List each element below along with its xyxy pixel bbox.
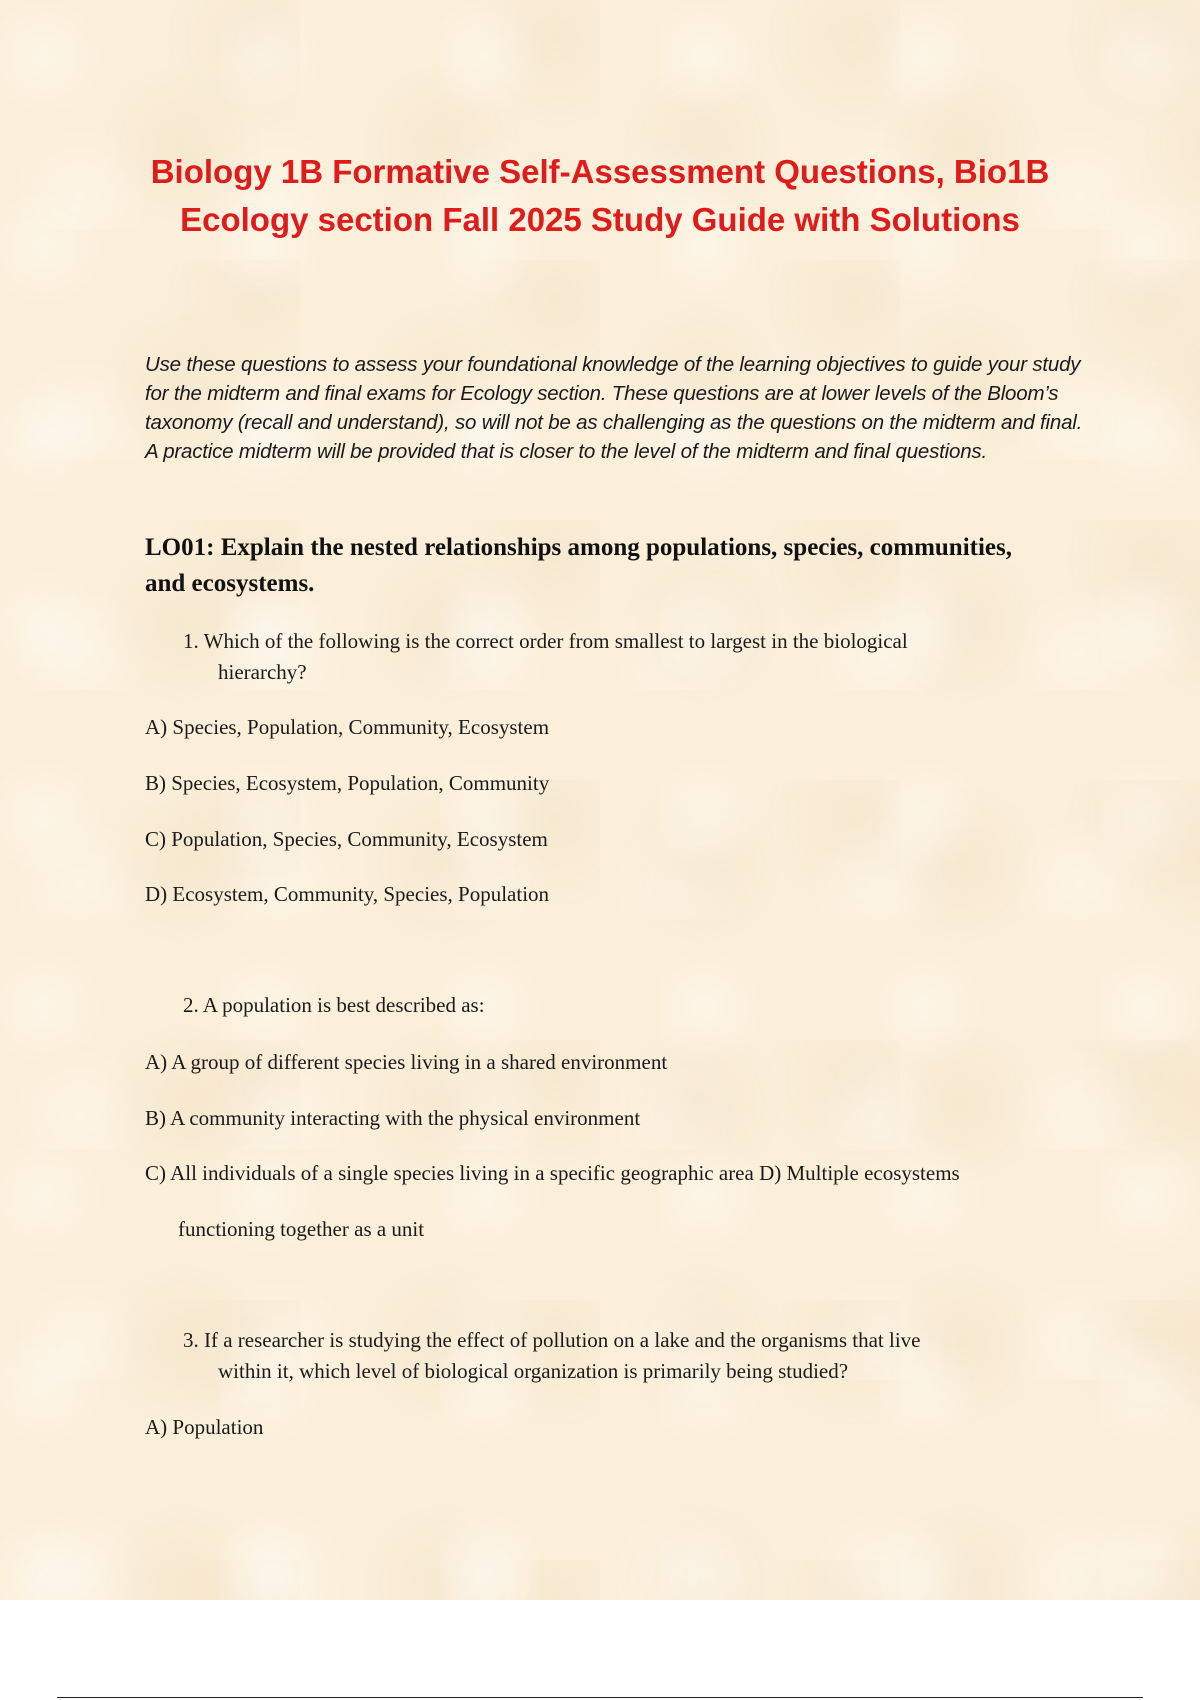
question-2-option-c: C) All individuals of a single species living in a specific geographic area D) Multiple ecosystems xyxy=(145,1161,960,1185)
question-2-option-b: B) A community interacting with the physical environment xyxy=(145,1106,641,1130)
question-1-option-a: A) Species, Population, Community, Ecosystem xyxy=(145,715,550,739)
question-number: 2. xyxy=(183,993,199,1017)
question-1 xyxy=(183,626,1043,688)
question-2-option-continued: functioning together as a unit xyxy=(178,1217,425,1241)
intro-paragraph: Use these questions to assess your foundational knowledge of the learning objectives to guide your study for the midterm and final exams for Ecology section. These questions are at lower levels of the Bloom’s taxonomy (recall and understand), so will not be as challenging as the questions on the midterm and final. A practice midterm will be provided that is closer to the level of the midterm and final questions. xyxy=(145,353,1083,463)
question-number: 1. xyxy=(183,629,199,653)
question-text: If a researcher is studying the effect of pollution on a lake and the organisms that live xyxy=(204,1328,921,1352)
question-text: A population is best described as: xyxy=(202,993,485,1017)
learning-objective-heading: LO01: Explain the nested relationships among populations, species, communities, and ecosystems. xyxy=(145,534,1013,597)
question-1-option-c: C) Population, Species, Community, Ecosystem xyxy=(145,827,548,851)
question-text-continued: within it, which level of biological organization is primarily being studied? xyxy=(218,1359,849,1383)
question-text-continued: hierarchy? xyxy=(218,660,307,684)
question-2-option-a: A) A group of different species living in a shared environment xyxy=(145,1050,668,1074)
question-3-option-a: A) Population xyxy=(145,1415,264,1439)
question-1-option-d: D) Ecosystem, Community, Species, Population xyxy=(145,882,550,906)
question-text: Which of the following is the correct order from smallest to largest in the biological xyxy=(203,629,908,653)
footer-rule xyxy=(57,1697,1143,1698)
question-1-option-b: B) Species, Ecosystem, Population, Community xyxy=(145,771,550,795)
question-2 xyxy=(183,990,1043,1021)
document-title: Biology 1B Formative Self-Assessment Questions, Bio1B Ecology section Fall 2025 Study Guide with Solutions xyxy=(150,153,1050,238)
question-3 xyxy=(183,1325,1043,1387)
question-number: 3. xyxy=(183,1328,199,1352)
